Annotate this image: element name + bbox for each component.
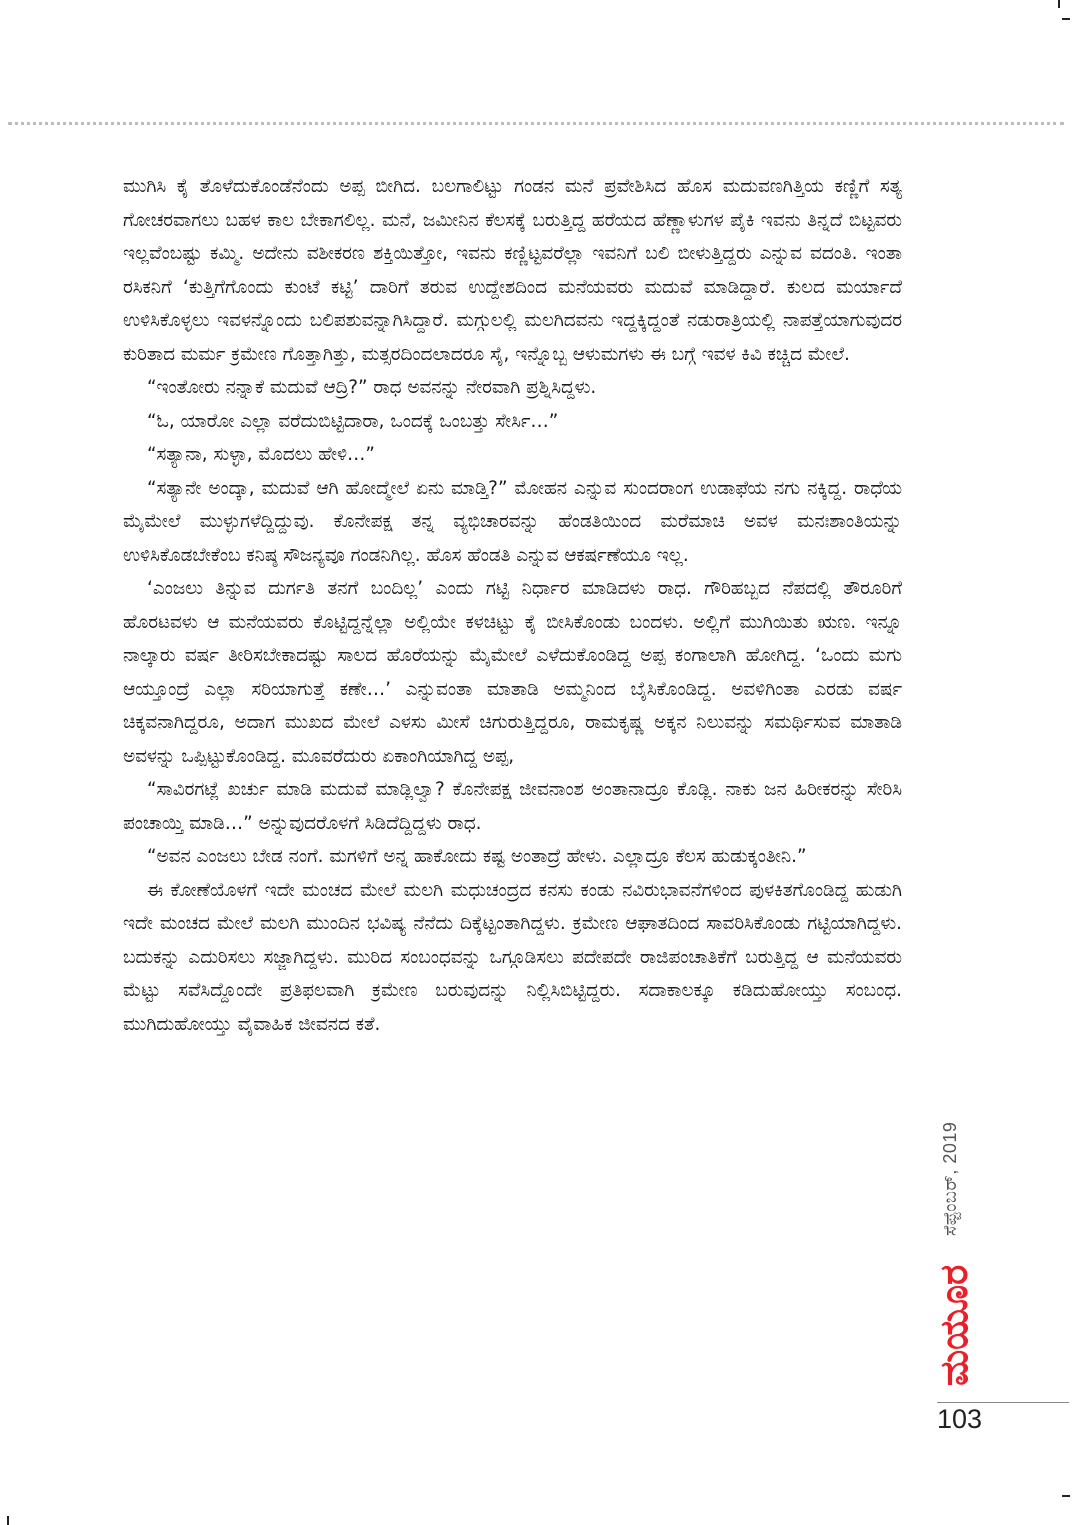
paragraph: ಮುಗಿಸಿ ಕೈ ತೊಳೆದುಕೊಂಡೆನೆಂದು ಅಪ್ಪ ಬೀಗಿದ. ಬಲಗಾಲಿಟ್ಟು ಗಂಡನ ಮನೆ ಪ್ರವೇಶಿಸಿದ ಹೊಸ ಮದುವಣಗಿತ್ತಿಯ ಕಣ್ಣಿಗೆ ಸತ್ಯ ಗೋಚರವಾಗಲು ಬಹಳ ಕಾಲ ಬೇಕಾಗಲಿಲ್ಲ. ಮನೆ, ಜಮೀನಿನ ಕೆಲಸಕ್ಕೆ ಬರುತ್ತಿದ್ದ ಹರೆಯದ ಹೆಣ್ಣಾಳುಗಳ ಪೈಕಿ ಇವನು ತಿನ್ನದೆ ಬಿಟ್ಟವರು ಇಲ್ಲವೆಂಬಷ್ಟು ಕಮ್ಮಿ. ಅದೇನು ವಶೀಕರಣ ಶಕ್ತಿಯಿತ್ತೋ, ಇವನು ಕಣ್ಣಿಟ್ಟವರೆಲ್ಲಾ ಇವನಿಗೆ ಬಲಿ ಬೀಳುತ್ತಿದ್ದರು ಎನ್ನುವ ವದಂತಿ. ಇಂತಾ ರಸಿಕನಿಗೆ ‘ಕುತ್ತಿಗೆಗೊಂದು ಕುಂಟೆ ಕಟ್ಟಿ’ ದಾರಿಗೆ ತರುವ ಉದ್ದೇಶದಿಂದ ಮನೆಯವರು ಮದುವೆ ಮಾಡಿದ್ದಾರೆ. ಕುಲದ ಮರ್ಯಾದೆ ಉಳಿಸಿಕೊಳ್ಳಲು ಇವಳನ್ನೊಂದು ಬಲಿಪಶುವನ್ನಾಗಿಸಿದ್ದಾರೆ. ಮಗ್ಗುಲಲ್ಲಿ ಮಲಗಿದವನು ಇದ್ದಕ್ಕಿದ್ದಂತೆ ನಡುರಾತ್ರಿಯಲ್ಲಿ ನಾಪತ್ತೆಯಾಗುವುದರ ಕುರಿತಾದ ಮರ್ಮ ಕ್ರಮೇಣ ಗೊತ್ತಾಗಿತ್ತು, ಮತ್ಸರದಿಂದಲಾದರೂ ಸೈ, ಇನ್ನೊಬ್ಬ ಆಳುಮಗಳು ಈ ಬಗ್ಗೆ ಇವಳ ಕಿವಿ ಕಚ್ಚಿದ ಮೇಲೆ. [123, 176, 902, 365]
paragraph: “ಸಾವಿರಗಟ್ಲೆ ಖರ್ಚು ಮಾಡಿ ಮದುವೆ ಮಾಡ್ಲಿಲ್ವಾ? ಕೊನೇಪಕ್ಷ ಜೀವನಾಂಶ ಅಂತಾನಾದ್ರೂ ಕೊಡ್ಲಿ. ನಾಕು ಜನ ಹಿರೀಕರನ್ನು ಸೇರಿಸಿ ಪಂಚಾಯ್ತಿ ಮಾಡಿ…” ಅನ್ನುವುದರೊಳಗೆ ಸಿಡಿದೆದ್ದಿದ್ದಳು ರಾಧ. [123, 779, 902, 834]
crop-mark-right-upper [1062, 18, 1070, 20]
paragraph: “ಸತ್ಯಾನೇ ಅಂದ್ಕಾ, ಮದುವೆ ಆಗಿ ಹೋದ್ಮೇಲೆ ಏನು ಮಾಡ್ತಿ?” ಮೋಹನ ಎನ್ನುವ ಸುಂದರಾಂಗ ಉಡಾಫೆಯ ನಗು ನಕ್ಕಿದ್ದ. ರಾಧೆಯ ಮೈಮೇಲೆ ಮುಳ್ಳುಗಳೆದ್ದಿದ್ದುವು. ಕೊನೇಪಕ್ಷ ತನ್ನ ವ್ಯಭಿಚಾರವನ್ನು ಹೆಂಡತಿಯಿಂದ ಮರೆಮಾಚಿ ಅವಳ ಮನಃಶಾಂತಿಯನ್ನು ಉಳಿಸಿಕೊಡಬೇಕೆಂಬ ಕನಿಷ್ಠ ಸೌಜನ್ಯವೂ ಗಂಡನಿಗಿಲ್ಲ. ಹೊಸ ಹೆಂಡತಿ ಎನ್ನುವ ಆಕರ್ಷಣೆಯೂ ಇಲ್ಲ. [123, 477, 902, 566]
paragraph: ‘ಎಂಜಲು ತಿನ್ನುವ ದುರ್ಗತಿ ತನಗೆ ಬಂದಿಲ್ಲ’ ಎಂದು ಗಟ್ಟಿ ನಿರ್ಧಾರ ಮಾಡಿದಳು ರಾಧ. ಗೌರಿಹಬ್ಬದ ನೆಪದಲ್ಲಿ ತೌರೂರಿಗೆ ಹೊರಟವಳು ಆ ಮನೆಯವರು ಕೊಟ್ಟಿದ್ದನ್ನೆಲ್ಲಾ ಅಲ್ಲಿಯೇ ಕಳಚಿಟ್ಟು ಕೈ ಬೀಸಿಕೊಂಡು ಬಂದಳು. ಅಲ್ಲಿಗೆ ಮುಗಿಯಿತು ಋಣ. ಇನ್ನೂ ನಾಲ್ಕಾರು ವರ್ಷ ತೀರಿಸಬೇಕಾದಷ್ಟು ಸಾಲದ ಹೊರೆಯನ್ನು ಮೈಮೇಲೆ ಎಳೆದುಕೊಂಡಿದ್ದ ಅಪ್ಪ ಕಂಗಾಲಾಗಿ ಹೋಗಿದ್ದ. ‘ಒಂದು ಮಗು ಆಯ್ತೂಂದ್ರೆ ಎಲ್ಲಾ ಸರಿಯಾಗುತ್ತೆ ಕಣೇ…’ ಎನ್ನುವಂತಾ ಮಾತಾಡಿ ಅಮ್ಮನಿಂದ ಬೈಸಿಕೊಂಡಿದ್ದ. ಅವಳಿಗಿಂತಾ ಎರಡು ವರ್ಷ ಚಿಕ್ಕವನಾಗಿದ್ದರೂ, ಅದಾಗ ಮುಖದ ಮೇಲೆ ಎಳಸು ಮೀಸೆ ಚಿಗುರುತ್ತಿದ್ದರೂ, ರಾಮಕೃಷ್ಣ ಅಕ್ಕನ ನಿಲುವನ್ನು ಸಮರ್ಥಿಸುವ ಮಾತಾಡಿ ಅವಳನ್ನು ಒಪ್ಪಿಟ್ಟುಕೊಂಡಿದ್ದ. ಮೂವರೆದುರು ಏಕಾಂಗಿಯಾಗಿದ್ದ ಅಪ್ಪ, [123, 578, 902, 767]
paragraph: “ಇಂತೋರು ನನ್ನಾಕೆ ಮದುವೆ ಆದ್ರಿ?” ರಾಧ ಅವನನ್ನು ನೇರವಾಗಿ ಪ್ರಶ್ನಿಸಿದ್ದಳು. [147, 377, 597, 398]
magazine-logo: ಮಯೂರ [932, 1264, 976, 1386]
issue-date: ಸೆಪ್ಟೆಂಬರ್, 2019 [940, 1121, 960, 1236]
page-number-rule [937, 1402, 1069, 1403]
paragraph: “ಸತ್ಯಾನಾ, ಸುಳ್ಳಾ, ಮೊದಲು ಹೇಳಿ…” [147, 444, 375, 465]
paragraph: ಈ ಕೋಣೆಯೊಳಗೆ ಇದೇ ಮಂಚದ ಮೇಲೆ ಮಲಗಿ ಮಧುಚಂದ್ರದ ಕನಸು ಕಂಡು ನವಿರುಭಾವನೆಗಳಿಂದ ಪುಳಕಿತಗೊಂಡಿದ್ದ ಹುಡುಗಿ ಇದೇ ಮಂಚದ ಮೇಲೆ ಮಲಗಿ ಮುಂದಿನ ಭವಿಷ್ಯ ನೆನೆದು ದಿಕ್ಕೆಟ್ಟಂತಾಗಿದ್ದಳು. ಕ್ರಮೇಣ ಆಘಾತದಿಂದ ಸಾವರಿಸಿಕೊಂಡು ಗಟ್ಟಿಯಾಗಿದ್ದಳು. ಬದುಕನ್ನು ಎದುರಿಸಲು ಸಜ್ಜಾಗಿದ್ದಳು. ಮುರಿದ ಸಂಬಂಧವನ್ನು ಒಗ್ಗೂಡಿಸಲು ಪದೇಪದೇ ರಾಜಿಪಂಚಾತಿಕೆಗೆ ಬರುತ್ತಿದ್ದ ಆ ಮನೆಯವರು ಮೆಟ್ಟು ಸವೆಸಿದ್ದೊಂದೇ ಪ್ರತಿಫಲವಾಗಿ ಕ್ರಮೇಣ ಬರುವುದನ್ನು ನಿಲ್ಲಿಸಿಬಿಟ್ಟಿದ್ದರು. ಸದಾಕಾಲಕ್ಕೂ ಕಡಿದುಹೋಯ್ತು ಸಂಬಂಧ. ಮುಗಿದುಹೋಯ್ತು ವೈವಾಹಿಕ ಜೀವನದ ಕತೆ. [123, 879, 902, 1035]
crop-mark-top-right [1058, 0, 1060, 8]
paragraph: “ಓ, ಯಾರೋ ಎಲ್ಲಾ ವರೆದುಬಿಟ್ಟಿದಾರಾ, ಒಂದಕ್ಕೆ ಒಂಬತ್ತು ಸೇರ್ಸಿ…” [147, 410, 559, 432]
article-body [123, 170, 902, 1041]
paragraph: “ಅವನ ಎಂಜಲು ಬೇಡ ನಂಗೆ. ಮಗಳಿಗೆ ಅನ್ನ ಹಾಕೋದು ಕಷ್ಟ ಅಂತಾದ್ರೆ ಹೇಳು. ಎಲ್ಲಾದ್ರೂ ಕೆಲಸ ಹುಡುಕ್ಕಂತೀನಿ.” [147, 846, 807, 867]
page-number: 103 [937, 1404, 983, 1434]
crop-mark-right-lower [1062, 1495, 1070, 1497]
header-dotted-rule [8, 122, 1064, 125]
crop-mark-bottom-left [7, 1516, 9, 1525]
